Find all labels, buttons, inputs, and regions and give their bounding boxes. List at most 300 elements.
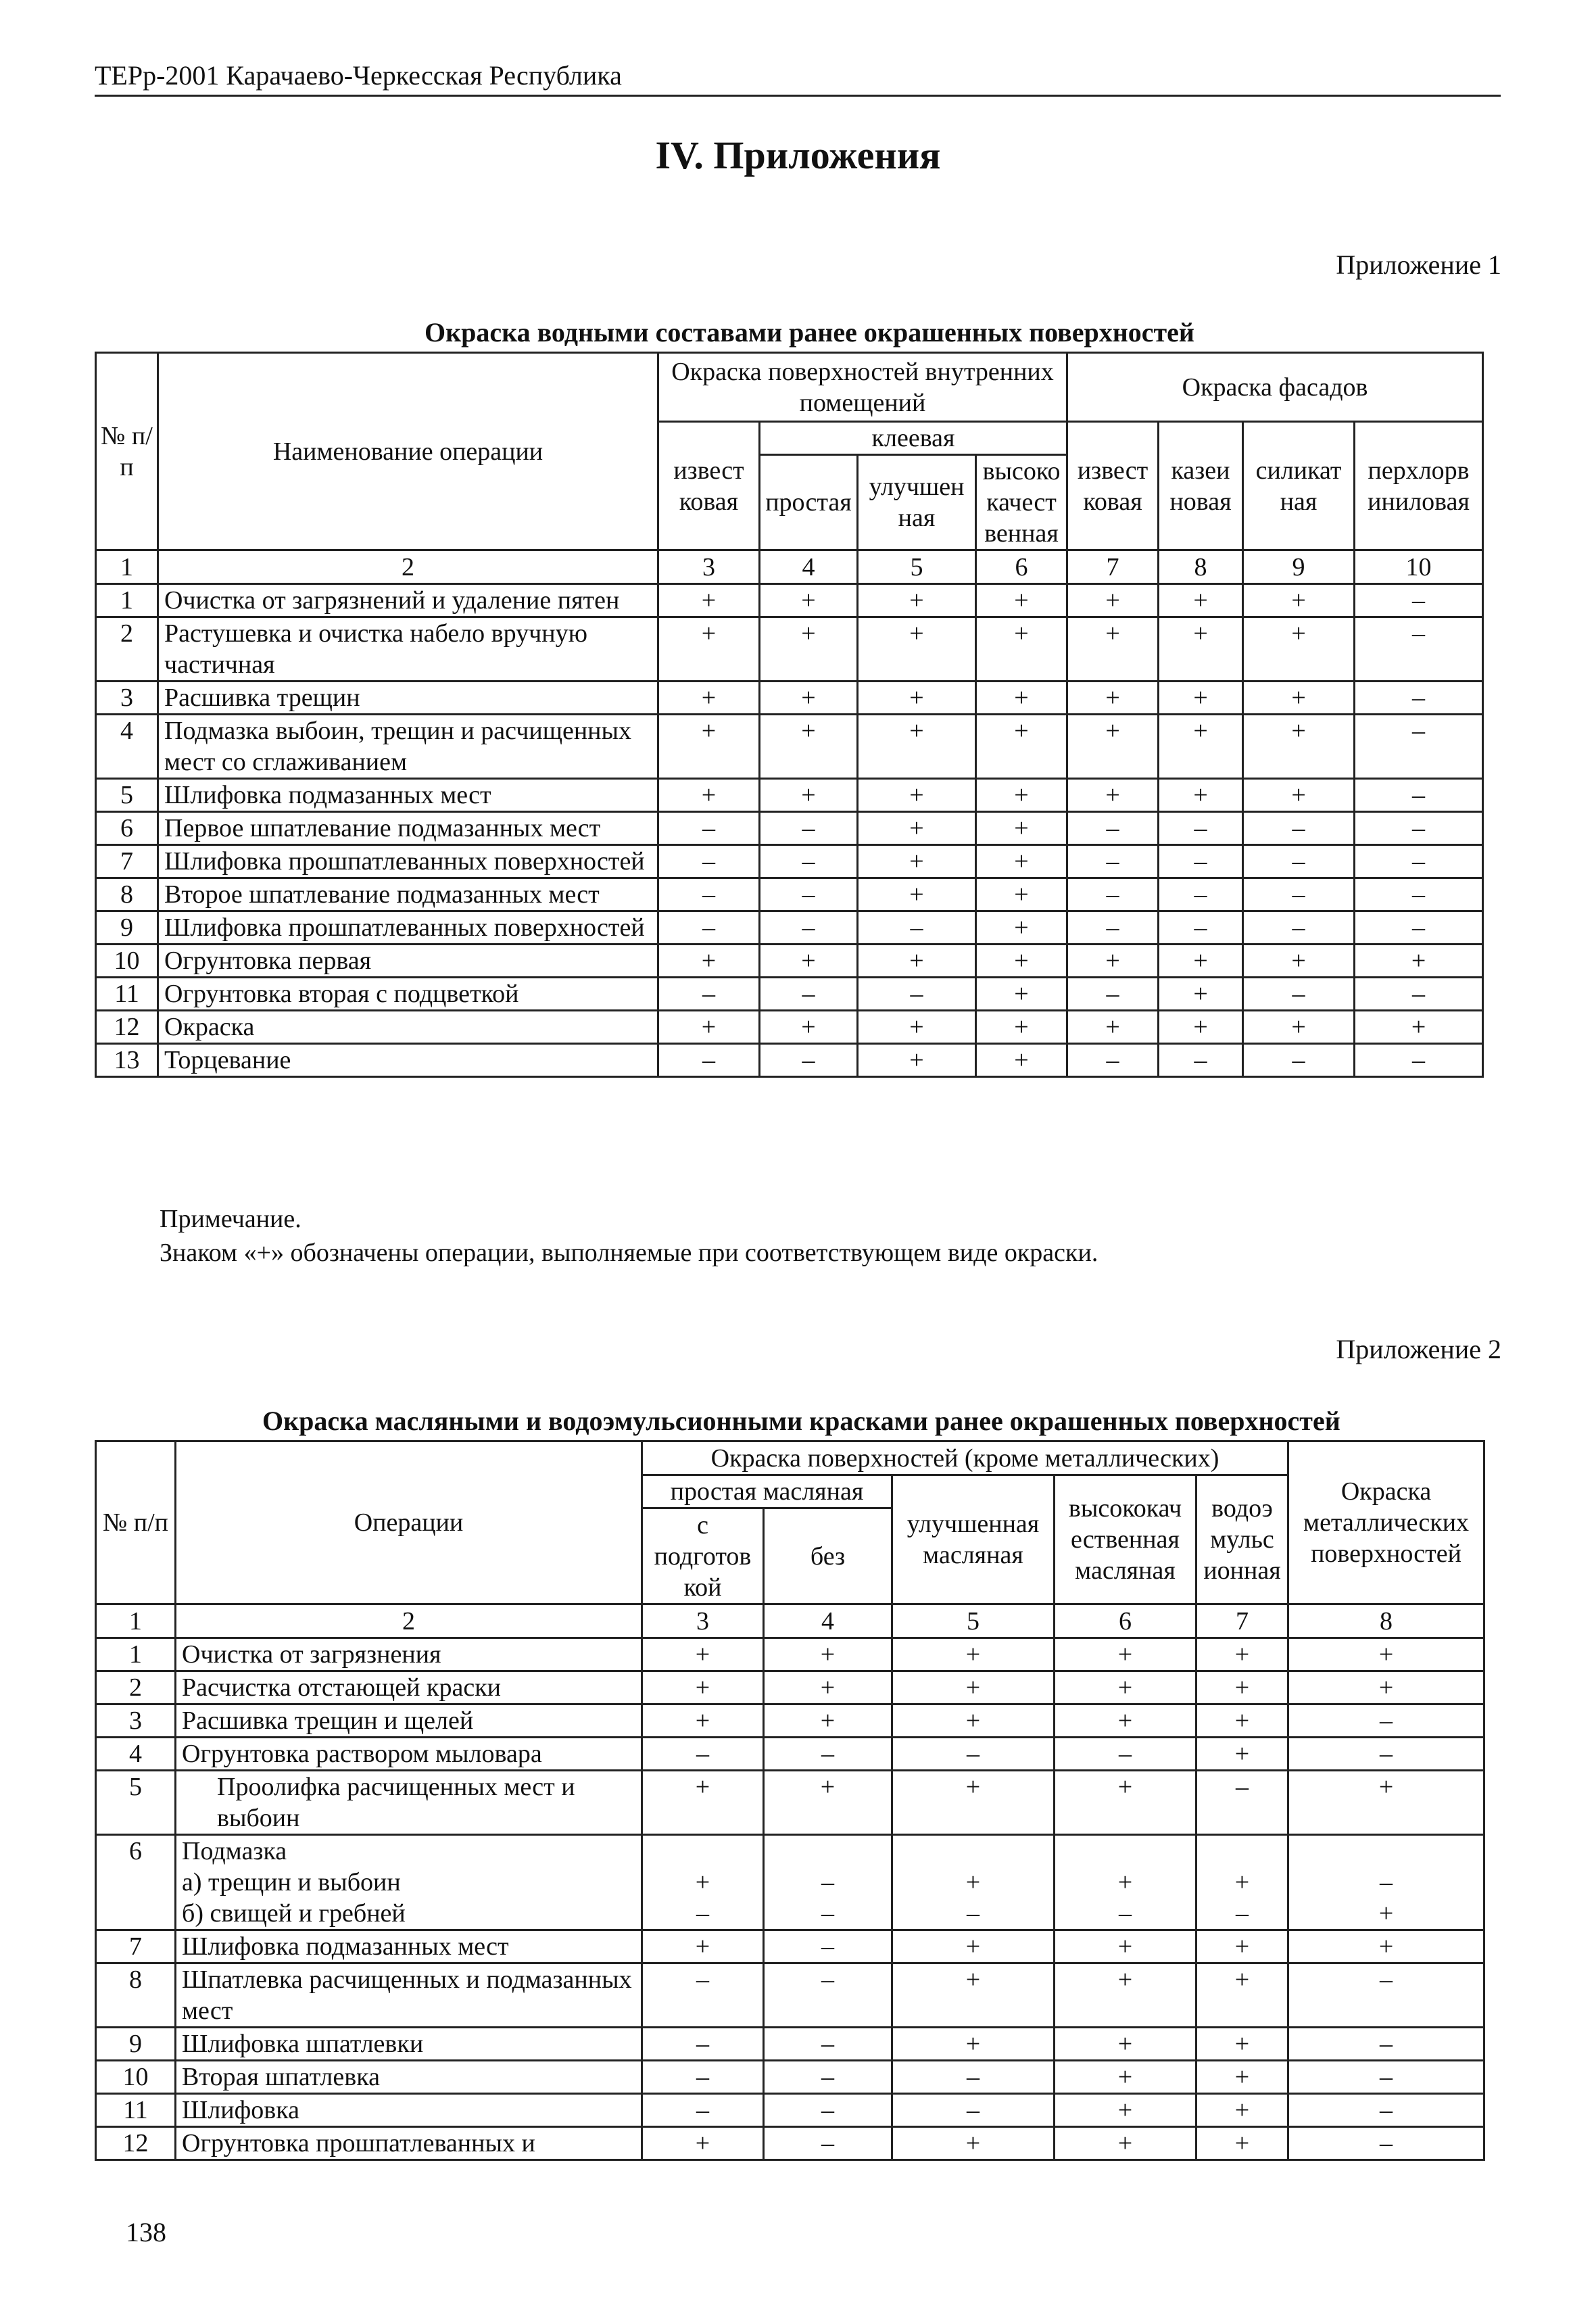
- t1-mark-cell: –: [1355, 1044, 1483, 1077]
- t2-row-number: 5: [96, 1771, 176, 1835]
- t2-mark-cell: +: [1055, 1930, 1196, 1963]
- t1-num-cell: 7: [1067, 550, 1159, 584]
- t1-mark-cell: –: [658, 845, 760, 878]
- t2-row: [96, 1671, 1484, 1704]
- t2-mark-cell: +: [892, 1963, 1055, 2028]
- t1-mark-cell: +: [658, 779, 760, 812]
- t1-row: [96, 617, 1483, 682]
- t1-row: [96, 945, 1483, 978]
- t2-num-cell: 4: [764, 1604, 892, 1638]
- t1-mark-cell: +: [858, 682, 976, 715]
- t2-row: [96, 1771, 1484, 1835]
- t2-num-cell: 6: [1055, 1604, 1196, 1638]
- t2-mark-cell: [1055, 1835, 1196, 1867]
- t1-mark-cell: +: [760, 715, 858, 779]
- t2-number-row: [96, 1604, 1484, 1638]
- t1-row: [96, 911, 1483, 945]
- t2-mark-cell: –: [764, 2127, 892, 2160]
- t2-mark-cell: +: [1196, 1867, 1288, 1898]
- t1-row-number: 7: [96, 845, 158, 878]
- t2-mark-cell: –: [1288, 1738, 1484, 1771]
- t2-row-number: 4: [96, 1738, 176, 1771]
- t1-row: [96, 1044, 1483, 1077]
- t2-mark-cell: –: [764, 1930, 892, 1963]
- t1-number-row: [96, 550, 1483, 584]
- t1-row: [96, 715, 1483, 779]
- t1-mark-cell: +: [1243, 779, 1355, 812]
- t1-col-10: перхлорв иниловая: [1355, 422, 1483, 550]
- t1-mark-cell: –: [1355, 845, 1483, 878]
- t2-operation-name: Проолифка расчищенных мест и выбоин: [176, 1771, 642, 1835]
- t1-mark-cell: –: [1067, 812, 1159, 845]
- t2-mark-cell: +: [1055, 1963, 1196, 2028]
- t2-mark-cell: –: [642, 2094, 764, 2127]
- t1-mark-cell: +: [976, 617, 1067, 682]
- t2-row-number: 9: [96, 2028, 176, 2061]
- t2-mark-cell: +: [1196, 2127, 1288, 2160]
- section-title: IV. Приложения: [655, 133, 941, 177]
- t1-mark-cell: +: [858, 584, 976, 617]
- t2-mark-cell: –: [1288, 2094, 1484, 2127]
- t1-mark-cell: +: [760, 1011, 858, 1044]
- t1-mark-cell: –: [760, 911, 858, 945]
- t1-mark-cell: –: [1355, 715, 1483, 779]
- t1-operation-name: Первое шпатлевание подмазанных мест: [158, 812, 658, 845]
- page-number: 138: [126, 2217, 166, 2247]
- t2-operation-name: Расшивка трещин и щелей: [176, 1704, 642, 1738]
- t1-mark-cell: +: [858, 812, 976, 845]
- t1-row-number: 5: [96, 779, 158, 812]
- table-1-caption: Окраска водными составами ранее окрашенных поверхностей: [425, 317, 1194, 348]
- t1-mark-cell: +: [976, 878, 1067, 911]
- t1-mark-cell: –: [1355, 682, 1483, 715]
- t1-mark-cell: +: [858, 945, 976, 978]
- t1-mark-cell: +: [1243, 682, 1355, 715]
- t1-mark-cell: –: [1243, 978, 1355, 1011]
- note-text: Знаком «+» обозначены операции, выполняемые при соответствующем виде окраски.: [160, 1239, 1098, 1267]
- t1-mark-cell: +: [658, 584, 760, 617]
- t2-mark-cell: [764, 1835, 892, 1867]
- t1-mark-cell: +: [858, 715, 976, 779]
- t1-mark-cell: +: [1159, 617, 1243, 682]
- t2-mark-cell: +: [1288, 1771, 1484, 1835]
- t1-num-cell: 8: [1159, 550, 1243, 584]
- t2-mark-cell: +: [1288, 1638, 1484, 1671]
- t1-mark-cell: +: [858, 845, 976, 878]
- t1-mark-cell: –: [1067, 978, 1159, 1011]
- t1-mark-cell: –: [760, 845, 858, 878]
- t1-mark-cell: +: [1067, 715, 1159, 779]
- t2-operation-name: Вторая шпатлевка: [176, 2061, 642, 2094]
- t1-mark-cell: +: [1243, 715, 1355, 779]
- t1-row: [96, 845, 1483, 878]
- t1-mark-cell: –: [1355, 617, 1483, 682]
- t1-row-number: 10: [96, 945, 158, 978]
- t1-mark-cell: +: [1159, 584, 1243, 617]
- t1-mark-cell: +: [1159, 779, 1243, 812]
- t1-row-number: 2: [96, 617, 158, 682]
- t1-col-8: казеи новая: [1159, 422, 1243, 550]
- t2-mark-cell: +: [892, 1638, 1055, 1671]
- t1-mark-cell: –: [658, 878, 760, 911]
- table-1: [95, 352, 1484, 1078]
- t2-mark-cell: –: [892, 1898, 1055, 1930]
- t1-mark-cell: +: [858, 1044, 976, 1077]
- t1-row-number: 3: [96, 682, 158, 715]
- t2-row: [96, 2028, 1484, 2061]
- t2-mark-cell: +: [1196, 1963, 1288, 2028]
- t1-row-number: 1: [96, 584, 158, 617]
- t1-mark-cell: +: [1159, 978, 1243, 1011]
- t1-operation-name: Расшивка трещин: [158, 682, 658, 715]
- t1-mark-cell: –: [1355, 911, 1483, 945]
- t2-mark-cell: +: [1288, 1898, 1484, 1930]
- t2-mark-cell: –: [764, 2094, 892, 2127]
- t2-mark-cell: +: [1055, 1704, 1196, 1738]
- t2-row: [96, 1898, 1484, 1930]
- t2-mark-cell: +: [1055, 2061, 1196, 2094]
- appendix-2-label: Приложение 2: [1336, 1334, 1501, 1364]
- t1-mark-cell: –: [658, 812, 760, 845]
- t1-mark-cell: +: [658, 1011, 760, 1044]
- t2-row-number: 1: [96, 1638, 176, 1671]
- t2-mark-cell: +: [1196, 1638, 1288, 1671]
- t1-mark-cell: +: [976, 978, 1067, 1011]
- t1-header-facade: Окраска фасадов: [1067, 353, 1483, 422]
- t1-operation-name: Шлифовка прошпатлеванных поверхностей: [158, 845, 658, 878]
- t2-mark-cell: +: [1288, 1671, 1484, 1704]
- t1-mark-cell: –: [1355, 978, 1483, 1011]
- t1-mark-cell: –: [1067, 1044, 1159, 1077]
- t1-col-4: простая: [760, 455, 858, 550]
- t2-mark-cell: +: [892, 1771, 1055, 1835]
- t1-num-cell: 5: [858, 550, 976, 584]
- t1-mark-cell: +: [1355, 945, 1483, 978]
- t1-mark-cell: –: [760, 812, 858, 845]
- t1-mark-cell: +: [1243, 1011, 1355, 1044]
- t2-mark-cell: +: [764, 1671, 892, 1704]
- t1-mark-cell: –: [1355, 779, 1483, 812]
- t2-mark-cell: +: [1196, 2061, 1288, 2094]
- t2-num-cell: 7: [1196, 1604, 1288, 1638]
- t1-mark-cell: +: [760, 617, 858, 682]
- t1-col-5: улучшен ная: [858, 455, 976, 550]
- t2-row: [96, 1704, 1484, 1738]
- t1-row-number: 8: [96, 878, 158, 911]
- t1-col-6: высоко качест венная: [976, 455, 1067, 550]
- t2-mark-cell: +: [892, 2028, 1055, 2061]
- t1-mark-cell: –: [1159, 845, 1243, 878]
- t2-row-number: 10: [96, 2061, 176, 2094]
- t2-header-metal: Окраска металлических поверхностей: [1288, 1441, 1484, 1604]
- t1-mark-cell: –: [658, 1044, 760, 1077]
- t1-mark-cell: +: [1243, 617, 1355, 682]
- t1-operation-name: Торцевание: [158, 1044, 658, 1077]
- t2-row: [96, 2094, 1484, 2127]
- t1-mark-cell: –: [1067, 845, 1159, 878]
- t2-operation-name: Шлифовка подмазанных мест: [176, 1930, 642, 1963]
- t1-header-glue: клеевая: [760, 422, 1067, 455]
- t1-operation-name: Огрунтовка вторая с подцветкой: [158, 978, 658, 1011]
- t1-mark-cell: +: [976, 945, 1067, 978]
- t1-row-number: 12: [96, 1011, 158, 1044]
- t2-operation-name: Огрунтовка раствором мыловара: [176, 1738, 642, 1771]
- t2-mark-cell: –: [892, 2061, 1055, 2094]
- t2-row-number: 7: [96, 1930, 176, 1963]
- t1-mark-cell: +: [858, 779, 976, 812]
- t2-mark-cell: +: [642, 1704, 764, 1738]
- t2-row: [96, 2127, 1484, 2160]
- t2-mark-cell: –: [1288, 1704, 1484, 1738]
- t2-row-number: 2: [96, 1671, 176, 1704]
- t1-mark-cell: +: [1243, 945, 1355, 978]
- t1-mark-cell: +: [1067, 584, 1159, 617]
- t2-mark-cell: +: [892, 1867, 1055, 1898]
- t1-mark-cell: –: [1243, 911, 1355, 945]
- t1-mark-cell: +: [858, 878, 976, 911]
- t1-mark-cell: +: [760, 584, 858, 617]
- t1-row-number: 4: [96, 715, 158, 779]
- note-title: Примечание.: [160, 1205, 301, 1233]
- t2-header-surfaces: Окраска поверхностей (кроме металлических): [642, 1441, 1288, 1475]
- t1-mark-cell: +: [1355, 1011, 1483, 1044]
- t1-mark-cell: +: [1067, 945, 1159, 978]
- t1-row: [96, 878, 1483, 911]
- t2-row-number: 8: [96, 1963, 176, 2028]
- t2-mark-cell: [892, 1835, 1055, 1867]
- t2-header-without: без: [764, 1508, 892, 1604]
- t1-mark-cell: –: [760, 878, 858, 911]
- t1-row: [96, 779, 1483, 812]
- t2-row: [96, 2061, 1484, 2094]
- t2-header-water: водоэ мульс ионная: [1196, 1475, 1288, 1604]
- t1-mark-cell: –: [760, 978, 858, 1011]
- t2-mark-cell: –: [642, 2061, 764, 2094]
- t1-row-number: 9: [96, 911, 158, 945]
- t1-operation-name: Шлифовка прошпатлеванных поверхностей: [158, 911, 658, 945]
- t1-row-number: 13: [96, 1044, 158, 1077]
- t1-num-cell: 9: [1243, 550, 1355, 584]
- t2-operation-name: Шлифовка: [176, 2094, 642, 2127]
- t2-mark-cell: +: [764, 1771, 892, 1835]
- t2-mark-cell: –: [642, 1898, 764, 1930]
- t2-row: [96, 1867, 1484, 1898]
- t1-mark-cell: +: [976, 715, 1067, 779]
- t1-mark-cell: –: [658, 978, 760, 1011]
- t1-mark-cell: +: [1067, 1011, 1159, 1044]
- t1-mark-cell: +: [1067, 779, 1159, 812]
- t2-num-cell: 3: [642, 1604, 764, 1638]
- t1-row: [96, 682, 1483, 715]
- t1-num-cell: 3: [658, 550, 760, 584]
- t2-row: [96, 1963, 1484, 2028]
- t1-header-interior: Окраска поверхностей внутренних помещений: [658, 353, 1067, 422]
- t1-mark-cell: –: [1243, 1044, 1355, 1077]
- t2-header-ops: Операции: [176, 1441, 642, 1604]
- t2-operation-name: Шпатлевка расчищенных и подмазанных мест: [176, 1963, 642, 2028]
- t2-num-cell: 5: [892, 1604, 1055, 1638]
- t2-mark-cell: +: [1055, 2127, 1196, 2160]
- t2-mark-cell: +: [892, 2127, 1055, 2160]
- t2-operation-name: Расчистка отстающей краски: [176, 1671, 642, 1704]
- t1-mark-cell: –: [760, 1044, 858, 1077]
- t2-row-number: 11: [96, 2094, 176, 2127]
- t2-mark-cell: +: [1196, 2094, 1288, 2127]
- t2-operation-name: Очистка от загрязнения: [176, 1638, 642, 1671]
- t1-mark-cell: +: [1067, 617, 1159, 682]
- t2-mark-cell: +: [1055, 1671, 1196, 1704]
- t1-mark-cell: +: [976, 1044, 1067, 1077]
- t1-mark-cell: –: [1159, 878, 1243, 911]
- t2-mark-cell: –: [764, 1738, 892, 1771]
- t2-operation-name: а) трещин и выбоин: [176, 1867, 642, 1898]
- t2-operation-name: Шлифовка шпатлевки: [176, 2028, 642, 2061]
- t1-mark-cell: +: [976, 845, 1067, 878]
- t1-mark-cell: +: [1159, 682, 1243, 715]
- t2-row-number: 12: [96, 2127, 176, 2160]
- t1-row: [96, 584, 1483, 617]
- t1-mark-cell: +: [658, 617, 760, 682]
- t2-mark-cell: –: [1196, 1898, 1288, 1930]
- t1-mark-cell: –: [1355, 812, 1483, 845]
- t1-mark-cell: +: [760, 945, 858, 978]
- t2-mark-cell: +: [892, 1704, 1055, 1738]
- t2-header-simple-oil: простая масляная: [642, 1475, 892, 1508]
- t1-header-num: № п/п: [96, 353, 158, 550]
- t2-mark-cell: [1288, 1835, 1484, 1867]
- t1-row-number: 11: [96, 978, 158, 1011]
- t1-mark-cell: –: [858, 978, 976, 1011]
- t1-row: [96, 1011, 1483, 1044]
- t2-num-cell: 8: [1288, 1604, 1484, 1638]
- t2-mark-cell: +: [1196, 2028, 1288, 2061]
- t2-mark-cell: –: [764, 1963, 892, 2028]
- t1-row: [96, 978, 1483, 1011]
- t1-mark-cell: +: [1067, 682, 1159, 715]
- t2-row-number: 6: [96, 1835, 176, 1867]
- t2-row: [96, 1835, 1484, 1867]
- t1-operation-name: Огрунтовка первая: [158, 945, 658, 978]
- t1-mark-cell: +: [658, 945, 760, 978]
- t2-mark-cell: –: [764, 2061, 892, 2094]
- t2-mark-cell: +: [642, 1671, 764, 1704]
- t1-num-cell: 4: [760, 550, 858, 584]
- t1-mark-cell: –: [1067, 911, 1159, 945]
- t1-num-cell: 1: [96, 550, 158, 584]
- t2-num-cell: 1: [96, 1604, 176, 1638]
- t2-row: [96, 1738, 1484, 1771]
- t2-mark-cell: –: [642, 2028, 764, 2061]
- t2-mark-cell: +: [1196, 1738, 1288, 1771]
- running-header: ТЕРр-2001 Карачаево-Черкесская Республика: [95, 59, 1501, 97]
- t2-mark-cell: +: [642, 1771, 764, 1835]
- t1-mark-cell: +: [1159, 1011, 1243, 1044]
- t2-mark-cell: +: [642, 2127, 764, 2160]
- t2-mark-cell: –: [764, 1867, 892, 1898]
- t2-mark-cell: –: [642, 1738, 764, 1771]
- t1-mark-cell: –: [1243, 845, 1355, 878]
- t2-row-number: [96, 1867, 176, 1898]
- t1-col-9: силикат ная: [1243, 422, 1355, 550]
- t1-mark-cell: –: [1159, 812, 1243, 845]
- t2-mark-cell: +: [1196, 1930, 1288, 1963]
- t2-mark-cell: +: [1055, 1771, 1196, 1835]
- t1-mark-cell: –: [858, 911, 976, 945]
- t2-mark-cell: +: [1196, 1704, 1288, 1738]
- t1-row-number: 6: [96, 812, 158, 845]
- t2-mark-cell: +: [1196, 1671, 1288, 1704]
- t1-operation-name: Растушевка и очистка набело вручную частичная: [158, 617, 658, 682]
- t1-operation-name: Подмазка выбоин, трещин и расчищенных мест со сглаживанием: [158, 715, 658, 779]
- t2-mark-cell: +: [892, 1671, 1055, 1704]
- t2-num-cell: 2: [176, 1604, 642, 1638]
- t1-mark-cell: +: [858, 617, 976, 682]
- t2-mark-cell: –: [1288, 1963, 1484, 2028]
- t1-mark-cell: –: [1159, 911, 1243, 945]
- t2-mark-cell: +: [892, 1930, 1055, 1963]
- t2-mark-cell: –: [764, 1898, 892, 1930]
- t2-row: [96, 1638, 1484, 1671]
- t2-mark-cell: +: [642, 1638, 764, 1671]
- t1-mark-cell: +: [976, 911, 1067, 945]
- t2-header-num: № п/п: [96, 1441, 176, 1604]
- t1-mark-cell: +: [1243, 584, 1355, 617]
- t2-mark-cell: +: [642, 1930, 764, 1963]
- t1-mark-cell: +: [858, 1011, 976, 1044]
- t1-mark-cell: –: [658, 911, 760, 945]
- t2-row: [96, 1930, 1484, 1963]
- t1-header-name: Наименование операции: [158, 353, 658, 550]
- t2-operation-name: б) свищей и гребней: [176, 1898, 642, 1930]
- t1-operation-name: Второе шпатлевание подмазанных мест: [158, 878, 658, 911]
- t1-mark-cell: +: [760, 682, 858, 715]
- t2-mark-cell: –: [1055, 1898, 1196, 1930]
- t1-num-cell: 6: [976, 550, 1067, 584]
- t2-mark-cell: –: [1288, 2127, 1484, 2160]
- t2-mark-cell: –: [892, 1738, 1055, 1771]
- t1-mark-cell: +: [976, 682, 1067, 715]
- t1-num-cell: 2: [158, 550, 658, 584]
- t1-col-7: извест ковая: [1067, 422, 1159, 550]
- t1-mark-cell: –: [1067, 878, 1159, 911]
- t2-header-with-prep: с подготов кой: [642, 1508, 764, 1604]
- appendix-1-label: Приложение 1: [1336, 249, 1501, 280]
- t1-mark-cell: –: [1355, 584, 1483, 617]
- t2-mark-cell: +: [1055, 2028, 1196, 2061]
- t1-col-3: извест ковая: [658, 422, 760, 550]
- t2-mark-cell: +: [1055, 1867, 1196, 1898]
- t1-mark-cell: +: [658, 715, 760, 779]
- t1-mark-cell: –: [1243, 812, 1355, 845]
- table-2: [95, 1440, 1485, 2161]
- t2-mark-cell: +: [764, 1704, 892, 1738]
- t1-mark-cell: +: [976, 584, 1067, 617]
- t2-mark-cell: –: [642, 1963, 764, 2028]
- t1-mark-cell: +: [1159, 945, 1243, 978]
- t2-header-improved: улучшенная масляная: [892, 1475, 1055, 1604]
- table-2-caption: Окраска масляными и водоэмульсионными красками ранее окрашенных поверхностей: [262, 1406, 1340, 1436]
- t1-mark-cell: +: [976, 812, 1067, 845]
- t1-mark-cell: +: [1159, 715, 1243, 779]
- t1-mark-cell: –: [1243, 878, 1355, 911]
- t2-mark-cell: +: [764, 1638, 892, 1671]
- t1-mark-cell: +: [976, 1011, 1067, 1044]
- t1-operation-name: Очистка от загрязнений и удаление пятен: [158, 584, 658, 617]
- t1-mark-cell: +: [658, 682, 760, 715]
- t1-mark-cell: –: [1355, 878, 1483, 911]
- t1-mark-cell: +: [976, 779, 1067, 812]
- t2-mark-cell: +: [1288, 1930, 1484, 1963]
